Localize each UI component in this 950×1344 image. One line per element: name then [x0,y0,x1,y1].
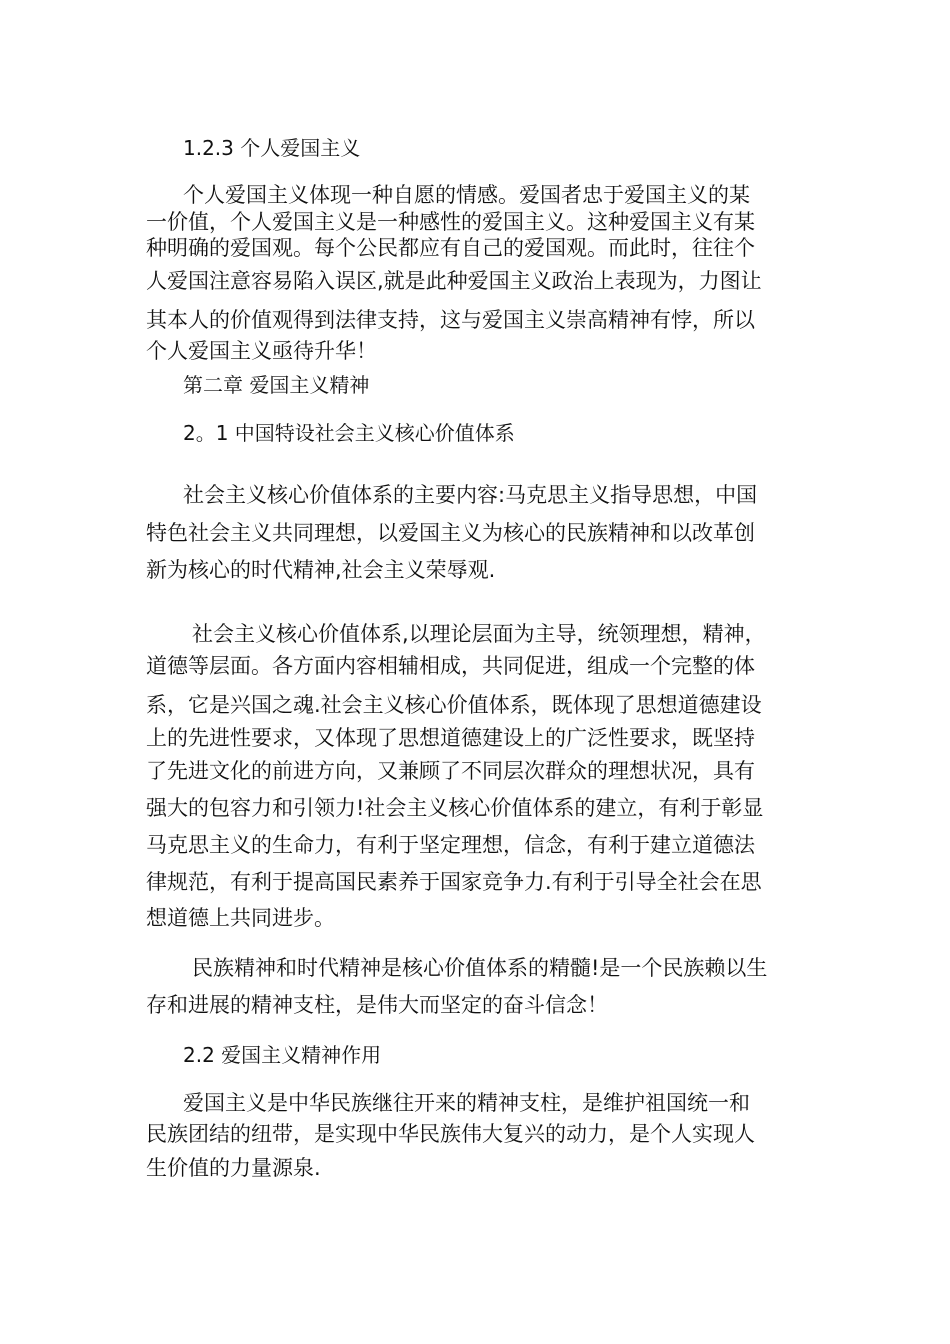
section-heading-2-2: 2.2 爱国主义精神作用 [183,1043,382,1067]
paragraph-line: 其本人的价值观得到法律支持，这与爱国主义崇高精神有悖，所以 [146,308,755,332]
paragraph-line: 民族团结的纽带，是实现中华民族伟大复兴的动力，是个人实现人 [146,1122,755,1146]
paragraph-line: 系，它是兴国之魂.社会主义核心价值体系，既体现了思想道德建设 [146,693,762,717]
paragraph-line: 社会主义核心价值体系,以理论层面为主导，统领理想，精神， [192,622,766,646]
paragraph-line: 想道德上共同进步。 [146,906,335,930]
paragraph-line: 新为核心的时代精神,社会主义荣辱观. [146,558,496,582]
paragraph-line: 人爱国注意容易陷入误区,就是此种爱国主义政治上表现为，力图让 [146,269,762,293]
paragraph-line: 个人爱国主义亟待升华！ [146,339,377,363]
paragraph-line: 强大的包容力和引领力!社会主义核心价值体系的建立，有利于彰显 [146,796,764,820]
paragraph-line: 上的先进性要求，又体现了思想道德建设上的广泛性要求，既坚持 [146,726,755,750]
paragraph-line: 个人爱国主义体现一种自愿的情感。爱国者忠于爱国主义的某 [183,183,750,207]
chapter-heading-2: 第二章 爱国主义精神 [183,373,370,397]
paragraph-line: 民族精神和时代精神是核心价值体系的精髓!是一个民族赖以生 [192,956,768,980]
paragraph-line: 了先进文化的前进方向，又兼顾了不同层次群众的理想状况，具有 [146,759,755,783]
paragraph-line: 道德等层面。各方面内容相辅相成，共同促进，组成一个完整的体 [146,654,755,678]
paragraph-line: 特色社会主义共同理想，以爱国主义为核心的民族精神和以改革创 [146,521,755,545]
paragraph-line: 生价值的力量源泉. [146,1156,321,1180]
paragraph-line: 律规范，有利于提高国民素养于国家竞争力.有利于引导全社会在思 [146,870,762,894]
paragraph-line: 马克思主义的生命力，有利于坚定理想，信念，有利于建立道德法 [146,833,755,857]
section-heading-2-1: 2。1 中国特设社会主义核心价值体系 [183,421,515,445]
paragraph-line: 一价值，个人爱国主义是一种感性的爱国主义。这种爱国主义有某 [146,210,755,234]
section-heading-1-2-3: 1.2.3 个人爱国主义 [183,136,361,160]
paragraph-line: 种明确的爱国观。每个公民都应有自己的爱国观。而此时，往往个 [146,236,755,260]
paragraph-line: 社会主义核心价值体系的主要内容:马克思主义指导思想，中国 [183,483,758,507]
paragraph-line: 爱国主义是中华民族继往开来的精神支柱，是维护祖国统一和 [183,1091,750,1115]
paragraph-line: 存和进展的精神支柱，是伟大而坚定的奋斗信念！ [146,993,608,1017]
